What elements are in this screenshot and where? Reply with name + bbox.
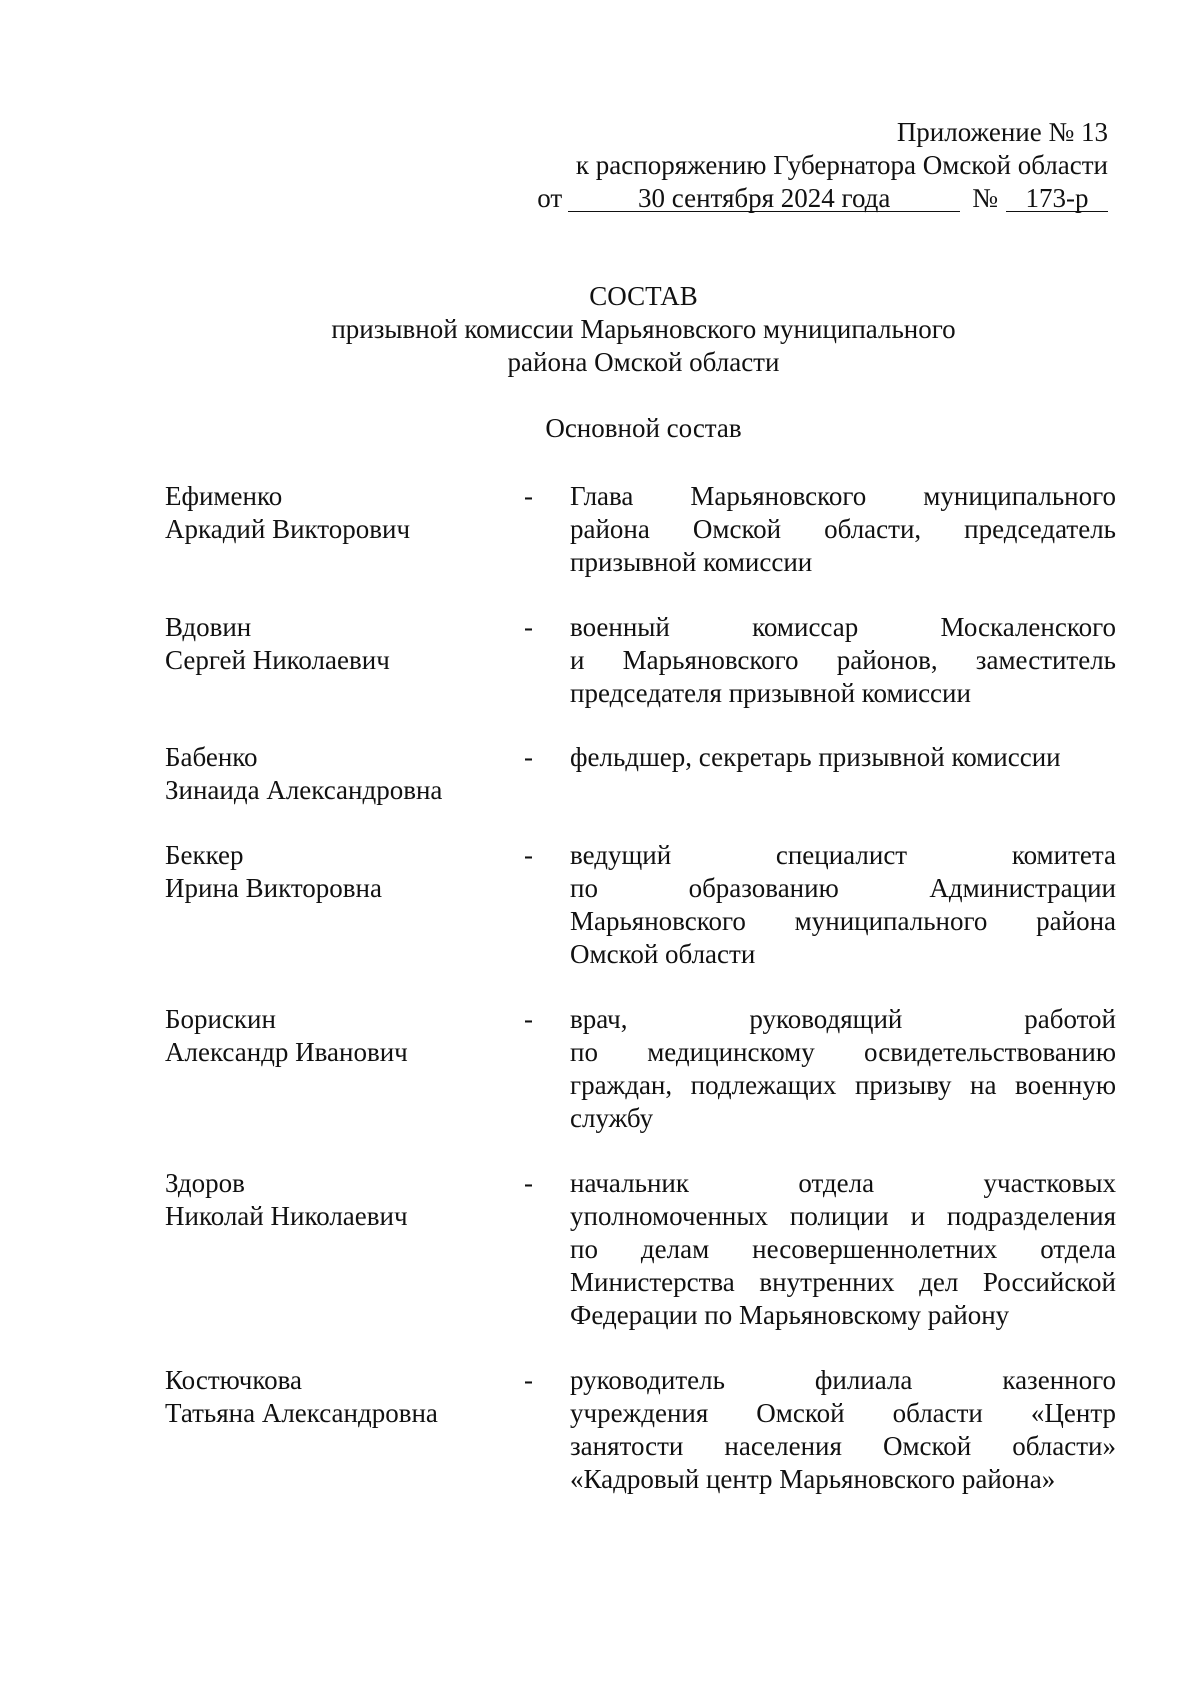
member-surname: Костючкова	[165, 1365, 302, 1395]
title-main: СОСТАВ	[589, 281, 698, 311]
member-position	[570, 1003, 1116, 1135]
position-line: по образованию Администрации	[570, 873, 1116, 903]
member-dash: -	[524, 612, 533, 642]
position-line: службу	[570, 1103, 654, 1133]
member-dash: -	[524, 481, 533, 511]
position-line: фельдшер, секретарь призывной комиссии	[570, 742, 1061, 772]
member-given-names: Зинаида Александровна	[165, 775, 443, 805]
position-line: руководитель филиала казенного	[570, 1365, 1116, 1395]
position-line: граждан, подлежащих призыву на военную	[570, 1070, 1116, 1100]
member-name	[165, 741, 505, 807]
member-surname: Борискин	[165, 1004, 276, 1034]
position-line: уполномоченных полиции и подразделения	[570, 1201, 1116, 1231]
position-line: председателя призывной комиссии	[570, 678, 971, 708]
position-line: учреждения Омской области «Центр	[570, 1398, 1116, 1428]
order-date: 30 сентября 2024 года	[568, 185, 960, 212]
member-name	[165, 611, 505, 677]
member-given-names: Александр Иванович	[165, 1037, 408, 1067]
position-line: «Кадровый центр Марьяновского района»	[570, 1464, 1056, 1494]
position-line: Глава Марьяновского муниципального	[570, 481, 1116, 511]
member-dash: -	[524, 1365, 533, 1395]
position-line: занятости населения Омской области»	[570, 1431, 1116, 1461]
member-surname: Бабенко	[165, 742, 258, 772]
member-name	[165, 480, 505, 546]
number-label: №	[972, 183, 998, 213]
position-line: военный комиссар Москаленского	[570, 612, 1116, 642]
member-name	[165, 839, 505, 905]
section-title: Основной состав	[545, 413, 742, 443]
member-given-names: Ирина Викторовна	[165, 873, 382, 903]
title-line-1: призывной комиссии Марьяновского муниципального	[331, 314, 956, 344]
member-dash: -	[524, 1004, 533, 1034]
position-line: призывной комиссии	[570, 547, 813, 577]
from-label: от	[537, 183, 563, 213]
member-surname: Вдовин	[165, 612, 252, 642]
position-line: Министерства внутренних дел Российской	[570, 1267, 1116, 1297]
member-position	[570, 1167, 1116, 1332]
member-surname: Беккер	[165, 840, 244, 870]
member-position	[570, 611, 1116, 710]
member-surname: Здоров	[165, 1168, 245, 1198]
member-given-names: Сергей Николаевич	[165, 645, 390, 675]
position-line: и Марьяновского районов, заместитель	[570, 645, 1116, 675]
position-line: ведущий специалист комитета	[570, 840, 1116, 870]
position-line: по медицинскому освидетельствованию	[570, 1037, 1116, 1067]
title-line-2: района Омской области	[507, 347, 780, 377]
member-given-names: Татьяна Александровна	[165, 1398, 438, 1428]
member-surname: Ефименко	[165, 481, 283, 511]
member-given-names: Николай Николаевич	[165, 1201, 408, 1231]
order-number: 173-р	[1006, 185, 1108, 212]
member-dash: -	[524, 1168, 533, 1198]
member-given-names: Аркадий Викторович	[165, 514, 411, 544]
member-position	[570, 741, 1116, 774]
member-dash: -	[524, 742, 533, 772]
position-line: врач, руководящий работой	[570, 1004, 1116, 1034]
position-line: Федерации по Марьяновскому району	[570, 1300, 1010, 1330]
appendix-to-order: к распоряжению Губернатора Омской области	[575, 150, 1108, 180]
member-position	[570, 839, 1116, 971]
position-line: Омской области	[570, 939, 756, 969]
member-name	[165, 1003, 505, 1069]
position-line: по делам несовершеннолетних отдела	[570, 1234, 1116, 1264]
appendix-number: Приложение № 13	[896, 117, 1108, 147]
position-line: района Омской области, председатель	[570, 514, 1116, 544]
position-line: начальник отдела участковых	[570, 1168, 1116, 1198]
position-line: Марьяновского муниципального района	[570, 906, 1116, 936]
member-position	[570, 480, 1116, 579]
member-name	[165, 1167, 505, 1233]
member-position	[570, 1364, 1116, 1496]
member-dash: -	[524, 840, 533, 870]
member-name	[165, 1364, 505, 1430]
